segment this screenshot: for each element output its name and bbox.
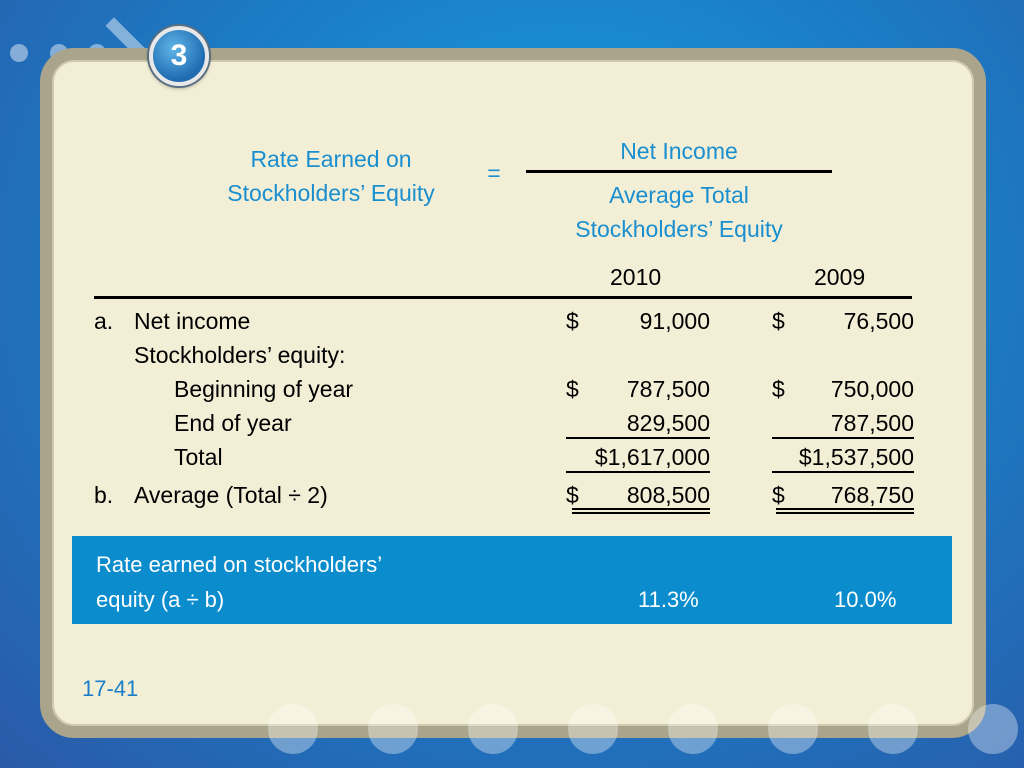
average-double-underline-2010-a	[572, 508, 710, 510]
beginning-label: Beginning of year	[174, 376, 354, 402]
formula-denominator-line1: Average Total	[609, 182, 749, 208]
decor-circle	[568, 704, 618, 754]
end-2010: 829,500	[626, 410, 710, 436]
average-double-underline-2010-b	[572, 512, 710, 514]
average-label: Average (Total ÷ 2)	[134, 482, 328, 508]
beginning-2010: 787,500	[626, 376, 710, 402]
beginning-dollar-2009: $	[772, 376, 785, 402]
formula-equals: =	[487, 160, 501, 186]
formula-left-line1: Rate Earned on	[250, 146, 412, 172]
formula-denominator-line2: Stockholders’ Equity	[575, 216, 783, 242]
decor-circle	[868, 704, 918, 754]
total-underline-2010	[566, 471, 710, 473]
end-2009: 787,500	[830, 410, 914, 436]
result-label-line2: equity (a ÷ b)	[96, 587, 225, 612]
end-underline-2010	[566, 437, 710, 439]
year-header-2010: 2010	[610, 264, 662, 290]
decor-circle	[968, 704, 1018, 754]
average-double-underline-2009-a	[776, 508, 914, 510]
result-2009: 10.0%	[834, 587, 897, 612]
beginning-dollar-2010: $	[566, 376, 579, 402]
average-double-underline-2009-b	[776, 512, 914, 514]
formula-numerator: Net Income	[620, 138, 738, 164]
average-dollar-2009: $	[772, 482, 785, 508]
net-income-label: Net income	[134, 308, 251, 334]
formula-fraction-bar	[526, 170, 832, 173]
header-rule	[94, 296, 912, 299]
decor-dot	[10, 44, 28, 62]
total-2010: $1,617,000	[594, 444, 710, 470]
step-number-badge: 3	[149, 26, 209, 86]
total-underline-2009	[772, 471, 914, 473]
net-income-2010: 91,000	[639, 308, 710, 334]
decor-circle	[468, 704, 518, 754]
decor-circle	[668, 704, 718, 754]
year-header-2009: 2009	[814, 264, 866, 290]
beginning-2009: 750,000	[830, 376, 914, 402]
end-label: End of year	[174, 410, 292, 436]
net-income-dollar-2009: $	[772, 308, 785, 334]
decor-circle	[768, 704, 818, 754]
result-label-line1: Rate earned on stockholders’	[96, 552, 383, 577]
decor-circle	[268, 704, 318, 754]
average-2010: 808,500	[626, 482, 710, 508]
total-2009: $1,537,500	[798, 444, 914, 470]
net-income-dollar-2010: $	[566, 308, 579, 334]
equity-header: Stockholders’ equity:	[134, 342, 346, 368]
average-dollar-2010: $	[566, 482, 579, 508]
page-number: 17-41	[82, 676, 139, 701]
total-label: Total	[174, 444, 223, 470]
row-label-a: a.	[94, 308, 114, 334]
average-2009: 768,750	[830, 482, 914, 508]
result-2010: 11.3%	[638, 587, 699, 612]
row-label-b: b.	[94, 482, 114, 508]
end-underline-2009	[772, 437, 914, 439]
net-income-2009: 76,500	[843, 308, 914, 334]
decor-circle	[368, 704, 418, 754]
formula-left-line2: Stockholders’ Equity	[227, 180, 435, 206]
